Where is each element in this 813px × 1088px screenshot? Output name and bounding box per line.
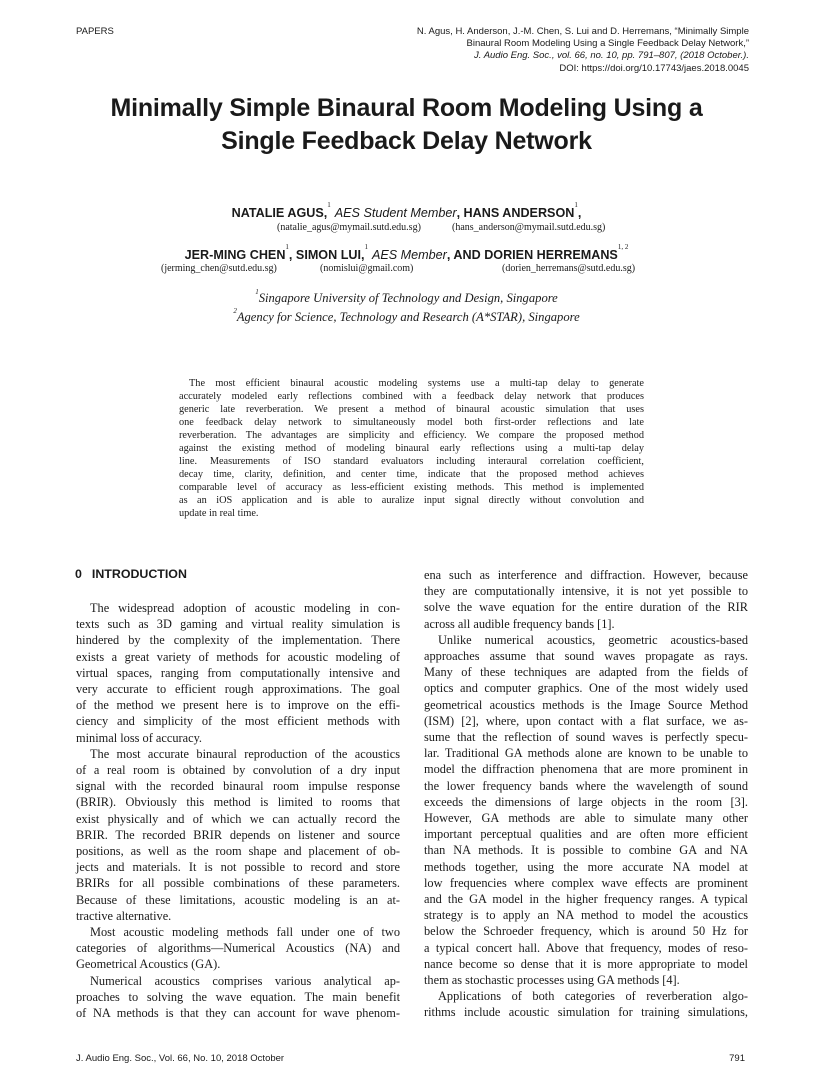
body-line: virtual spaces, ranging from computationally intensive and bbox=[76, 665, 400, 680]
citation-line: N. Agus, H. Anderson, J.-M. Chen, S. Lui and D. Herremans, “Minimally Simple bbox=[416, 26, 749, 37]
body-line: The widespread adoption of acoustic modeling in con- bbox=[90, 601, 400, 615]
author-email: (jerming_chen@sutd.edu.sg) bbox=[161, 263, 277, 274]
body-line: nance become so dense that it is more appropriate to model bbox=[424, 956, 748, 971]
author-membership: AES Member bbox=[371, 248, 447, 262]
section-heading bbox=[75, 567, 187, 581]
affiliation-marker: 1 bbox=[364, 243, 368, 251]
affiliation-number: 1 bbox=[255, 288, 259, 296]
body-line: across all audible frequency bands [1]. bbox=[424, 616, 615, 631]
body-line: and the GA model in the higher frequency ranges. A typical bbox=[424, 892, 748, 907]
body-line: Applications of both categories of reverberation algo- bbox=[438, 989, 748, 1004]
body-column-right bbox=[424, 567, 748, 1021]
body-line: (ISM) [2], where, upon contact with a flat surface, we as- bbox=[424, 713, 748, 728]
body-column-left bbox=[76, 600, 400, 1021]
abstract-line: one feedback delay network to simultaneously model both first-order reflections and late bbox=[179, 416, 644, 428]
body-line: Geometrical Acoustics (GA). bbox=[76, 957, 221, 972]
abstract-line: generic late reverberation. We present a method of binaural acoustic simulation that uses bbox=[179, 403, 644, 415]
body-line: Many of these techniques are adapted from the fields of bbox=[424, 665, 748, 680]
title-line: Single Feedback Delay Network bbox=[221, 127, 592, 155]
abstract-line: as an iOS application and is able to auralize input signal directly without convolution and bbox=[179, 494, 644, 506]
body-line: strategy is to apply an NA method to model the acoustics bbox=[424, 908, 748, 923]
abstract-line: accurately modeled early reflections combined with a feedback delay network that produces bbox=[179, 390, 644, 402]
paper-title bbox=[40, 92, 773, 158]
author-email: (dorien_herremans@sutd.edu.sg) bbox=[502, 263, 636, 274]
abstract-line: comparable level of accuracy as less-efficient existing methods. This method is implemented bbox=[179, 481, 644, 493]
author-line-2 bbox=[0, 243, 813, 264]
citation-block bbox=[389, 26, 749, 75]
section-number: 0 bbox=[75, 567, 82, 581]
author-dorien-herremans: , AND DORIEN HERREMANS bbox=[446, 248, 618, 262]
body-line: proaches to solving the wave equation. The main benefit bbox=[76, 989, 400, 1004]
affiliation-marker: 1 bbox=[285, 243, 289, 251]
body-line: model the diffraction phenomena that are more prominent in bbox=[424, 762, 748, 777]
body-line: categories of algorithms—Numerical Acoustics (NA) and bbox=[76, 941, 400, 956]
body-line: However, GA methods are able to simulate many other bbox=[424, 811, 748, 826]
body-line: minimal loss of accuracy. bbox=[76, 730, 203, 745]
body-line: jects and materials. It is not possible to record and store bbox=[76, 860, 400, 875]
author-membership: AES Student Member bbox=[334, 206, 457, 220]
body-line: the lower frequency bands where the wavelength of sound bbox=[424, 778, 748, 793]
body-line: them as stochastic processes using GA methods [4]. bbox=[424, 973, 680, 988]
affiliation-text: Agency for Science, Technology and Research (A*STAR), Singapore bbox=[236, 310, 580, 324]
body-line: Most acoustic modeling methods fall under one of two bbox=[90, 925, 400, 940]
title-line: Minimally Simple Binaural Room Modeling Using a bbox=[110, 94, 703, 122]
body-line: a typical concert hall. Above that frequency, modes of reso- bbox=[424, 940, 748, 955]
running-head-section: PAPERS bbox=[76, 26, 114, 37]
body-line: sume that the reflection of sound waves is perfectly specu- bbox=[424, 730, 748, 745]
affiliation-2 bbox=[0, 307, 813, 325]
body-line: Because of these limitations, acoustic modeling is an at- bbox=[76, 892, 400, 907]
body-line: geometrical acoustics methods is the Image Source Method bbox=[424, 697, 748, 712]
body-line: lar. Traditional GA methods alone are known to be unable to bbox=[424, 746, 748, 761]
body-line: ciency and simplicity of the most efficient methods with bbox=[76, 714, 400, 729]
abstract-line: against the existing method of modeling binaural early reflections using a multi-tap delay bbox=[179, 442, 644, 454]
affiliation-marker: 1 bbox=[327, 201, 331, 209]
abstract-line: line. Measurements of ISO standard evaluators including interaural correlation coefficient, bbox=[179, 455, 644, 467]
abstract-line: decay time, clarity, definition, and center time, indicate that the proposed method achieves bbox=[179, 468, 644, 480]
citation-line: Binaural Room Modeling Using a Single Feedback Delay Network,” bbox=[466, 38, 749, 50]
body-line: approaches assume that sound waves propagate as rays. bbox=[424, 649, 748, 664]
author-line-1 bbox=[0, 201, 813, 222]
body-line: exceeds the dimensions of large objects in the room [3]. bbox=[424, 794, 748, 809]
body-line: signal with the recorded binaural room impulse response bbox=[76, 779, 400, 794]
doi-line: DOI: https://doi.org/10.17743/jaes.2018.0045 bbox=[559, 62, 749, 74]
abstract-line: The most efficient binaural acoustic modeling systems use a multi-tap delay to generate bbox=[189, 378, 644, 389]
author-simon-lui: , SIMON LUI, bbox=[288, 248, 365, 262]
body-line: optics and computer graphics. One of the most widely used bbox=[424, 681, 748, 696]
section-title: INTRODUCTION bbox=[91, 567, 187, 581]
body-line: below the Schroeder frequency, which is around 50 Hz for bbox=[424, 924, 748, 939]
body-line: positions, as well as the room shape and placement of ob- bbox=[76, 844, 400, 859]
body-line: (BRIR). Obviously this method is limited to rooms that bbox=[76, 795, 400, 810]
body-line: texts such as 3D gaming and virtual reality simulation is bbox=[76, 617, 400, 632]
body-line: than NA methods. It is possible to combine GA and NA bbox=[424, 843, 748, 858]
body-line: low frequencies where complex wave effects are prominent bbox=[424, 875, 748, 890]
body-line: methods together, using the more accurate NA model at bbox=[424, 859, 748, 874]
author-separator: , bbox=[577, 206, 582, 220]
body-line: of a real room is obtained by convolution of a dry input bbox=[76, 763, 400, 778]
affiliation-1 bbox=[0, 288, 813, 306]
affiliation-marker: 1, 2 bbox=[617, 243, 629, 251]
abstract bbox=[179, 378, 644, 520]
body-line: BRIR. The recorded BRIR depends on listener and source bbox=[76, 827, 400, 842]
page-number: 791 bbox=[729, 1053, 745, 1064]
body-line: hindered by the complexity of the implementation. There bbox=[76, 633, 400, 648]
author-email: (nomislui@gmail.com) bbox=[320, 263, 414, 274]
body-line: of the method we present here is to improve on the effi- bbox=[76, 698, 400, 713]
body-line: very accurate to efficient rough approximations. The goal bbox=[76, 682, 400, 697]
body-line: exists a great variety of methods for acoustic modeling of bbox=[76, 649, 400, 664]
abstract-line: update in real time. bbox=[179, 507, 259, 519]
body-line: important perceptual qualities and are often more efficient bbox=[424, 827, 748, 842]
author-email: (hans_anderson@mymail.sutd.edu.sg) bbox=[452, 222, 606, 233]
body-line: ena such as interference and diffraction. However, because bbox=[424, 568, 748, 582]
citation-line: J. Audio Eng. Soc., vol. 66, no. 10, pp. 791–807, (2018 October.). bbox=[474, 50, 749, 62]
body-line: exist physically and of which we can actually record the bbox=[76, 811, 400, 826]
author-email: (natalie_agus@mymail.sutd.edu.sg) bbox=[277, 222, 421, 233]
body-line: Numerical acoustics comprises various analytical ap- bbox=[90, 973, 400, 988]
body-line: The most accurate binaural reproduction of the acoustics bbox=[90, 746, 400, 761]
affiliation-marker: 1 bbox=[574, 201, 578, 209]
body-line: rithms include acoustic simulation for training simulations, bbox=[424, 1005, 748, 1020]
author-jer-ming-chen: JER-MING CHEN bbox=[184, 248, 286, 262]
body-line: of NA methods is that they can account for wave phenom- bbox=[76, 1006, 400, 1021]
body-line: BRIRs for all possible combinations of these parameters. bbox=[76, 876, 400, 891]
body-line: they are computationally intensive, it is not yet possible to bbox=[424, 584, 748, 599]
author-hans-anderson: , HANS ANDERSON bbox=[456, 206, 575, 220]
author-natalie-agus: NATALIE AGUS, bbox=[231, 206, 328, 220]
abstract-line: reverberation. The advantages are simplicity and efficiency. We compare the proposed method bbox=[179, 429, 644, 441]
footer-journal: J. Audio Eng. Soc., Vol. 66, No. 10, 2018 October bbox=[76, 1053, 285, 1064]
body-line: tractive alternative. bbox=[76, 908, 172, 923]
affiliation-text: Singapore University of Technology and Design, Singapore bbox=[258, 291, 558, 305]
body-line: Unlike numerical acoustics, geometric acoustics-based bbox=[438, 632, 748, 647]
affiliation-number: 2 bbox=[233, 307, 237, 315]
body-line: solve the wave equation for the entire duration of the RIR bbox=[424, 600, 748, 615]
